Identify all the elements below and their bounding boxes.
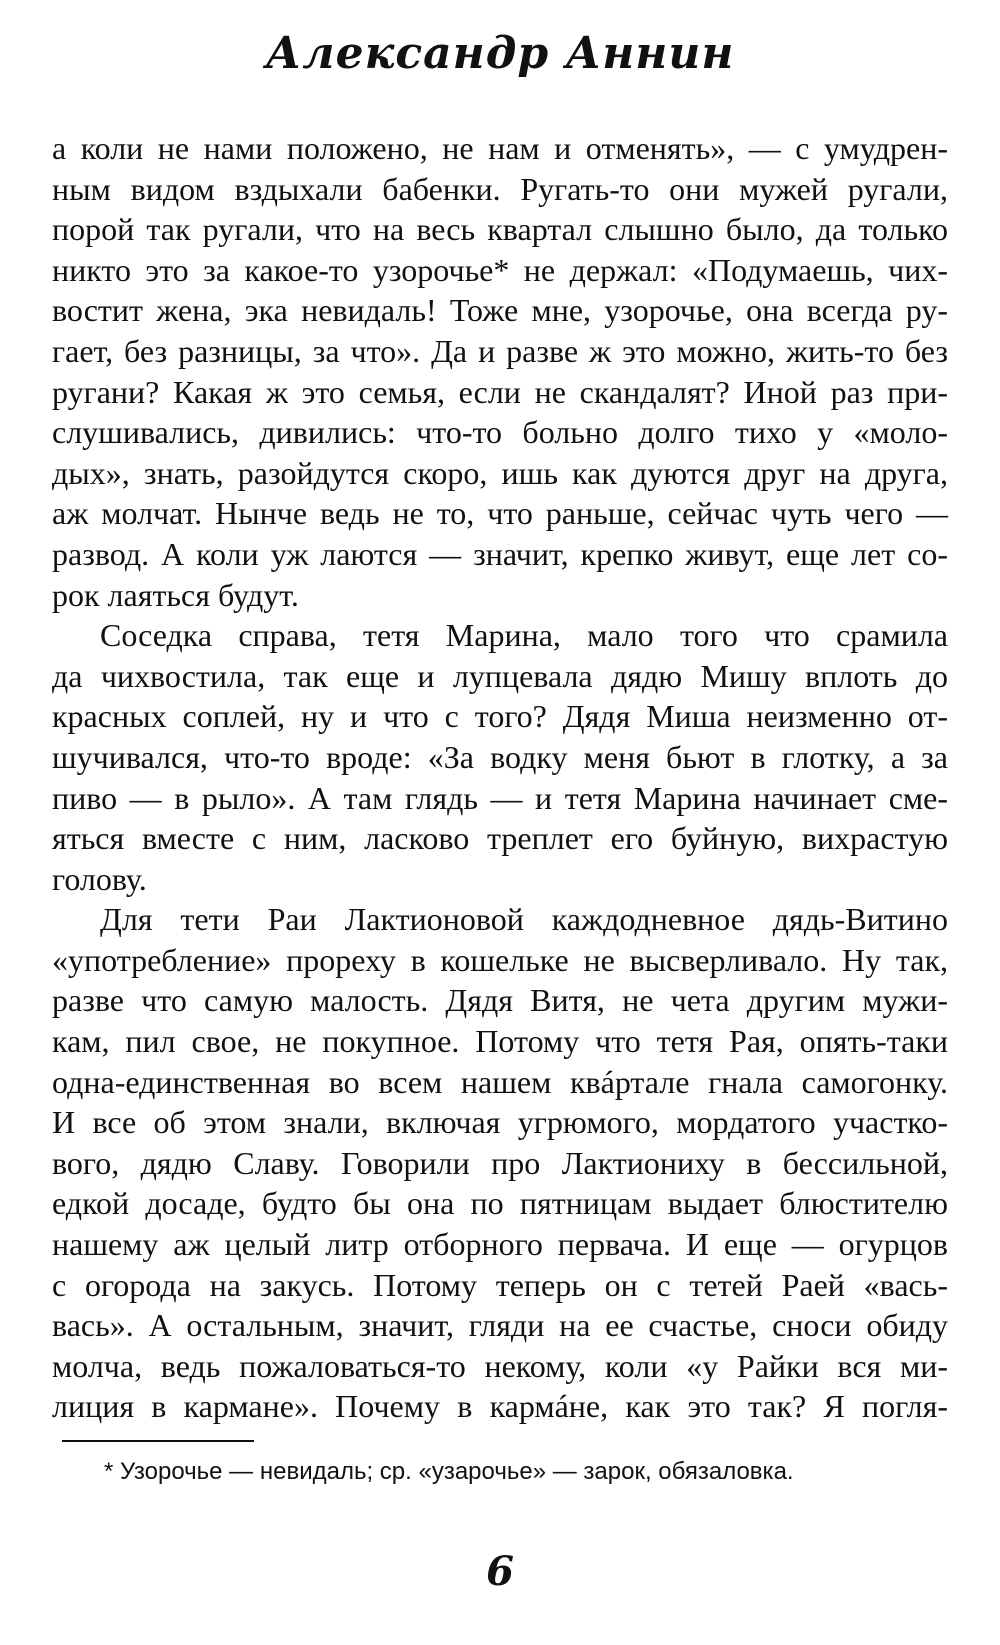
text-line: вась». А остальным, значит, гляди на ее счастье, сноси обиду (52, 1307, 948, 1344)
text-line: дых», знать, разойдутся скоро, ишь как дуются друг на друга, (52, 454, 948, 491)
text-line: кам, пил свое, не покупное. Потому что тетя Рая, опять-таки (52, 1023, 948, 1060)
running-header-author: Александр Аннин (265, 28, 735, 79)
text-line: с огорода на закусь. Потому теперь он с тетей Раей «вась- (52, 1266, 948, 1303)
text-line: одна-единственная во всем нашем квáртале гнала самогонку. (52, 1063, 948, 1100)
text-line: порой так ругали, что на весь квартал слышно было, да только (52, 211, 948, 248)
body-text (52, 128, 948, 1427)
text-line: гает, без разницы, за что». Да и разве ж это можно, жить-то без (52, 332, 948, 369)
footnote: * Узорочье — невидаль; ср. «узарочье» — зарок, обязаловка. (104, 1458, 794, 1485)
text-line: да чихвостила, так еще и лупцевала дядю Мишу вплоть до (52, 657, 948, 694)
text-line: ругани? Какая ж это семья, если не скандалят? Иной раз при- (52, 373, 948, 410)
text-line: рок лаяться будут. (52, 576, 299, 613)
paragraph-1 (52, 128, 948, 615)
text-line: пиво — в рыло». А там глядь — и тетя Марина начинает сме- (52, 779, 948, 816)
paragraph-2 (52, 615, 948, 899)
text-line: шучивался, что-то вроде: «За водку меня бьют в глотку, а за (52, 738, 948, 775)
text-line: слушивались, дивились: что-то больно долго тихо у «моло- (52, 414, 948, 451)
text-line: ным видом вздыхали бабенки. Ругать-то они мужей ругали, (52, 170, 948, 207)
text-line: «употребление» прореху в кошельке не высверливало. Ну так, (52, 941, 948, 978)
text-line: разве что самую малость. Дядя Витя, не чета другим мужи- (52, 982, 948, 1019)
text-line: Соседка справа, тетя Марина, мало того что срамила (100, 617, 948, 654)
text-line: востит жена, эка невидаль! Тоже мне, узорочье, она всегда ру- (52, 292, 948, 329)
text-line: И все об этом знали, включая угрюмого, мордатого участко- (52, 1104, 948, 1141)
text-line: никто это за какое-то узорочье* не держал: «Подумаешь, чих- (52, 251, 948, 288)
text-line: а коли не нами положено, не нам и отменять», — с умудрен- (52, 130, 948, 166)
text-line: нашему аж целый литр отборного первача. И еще — огурцов (52, 1226, 948, 1263)
text-line: развод. А коли уж лаются — значит, крепко живут, еще лет со- (52, 535, 948, 572)
text-line: голову. (52, 860, 147, 897)
text-line: едкой досаде, будто бы она по пятницам выдает блюстителю (52, 1185, 948, 1222)
footnote-divider (62, 1440, 254, 1442)
text-line: молча, ведь пожаловаться-то некому, коли «у Райки вся ми- (52, 1347, 948, 1384)
text-line: вого, дядю Славу. Говорили про Лактиониху в бессильной, (52, 1144, 948, 1181)
text-line: яться вместе с ним, ласково треплет его буйную, вихрастую (52, 820, 948, 857)
text-line: аж молчат. Нынче ведь не то, что раньше, сейчас чуть чего — (52, 495, 948, 532)
paragraph-3 (52, 899, 948, 1427)
text-line: Для тети Раи Лактионовой каждодневное дядь-Витино (100, 901, 948, 938)
page-number: 6 (486, 1548, 514, 1595)
text-line: лиция в кармане». Почему в кармáне, как это так? Я погля- (52, 1388, 948, 1425)
text-line: красных соплей, ну и что с того? Дядя Миша неизменно от- (52, 698, 948, 735)
